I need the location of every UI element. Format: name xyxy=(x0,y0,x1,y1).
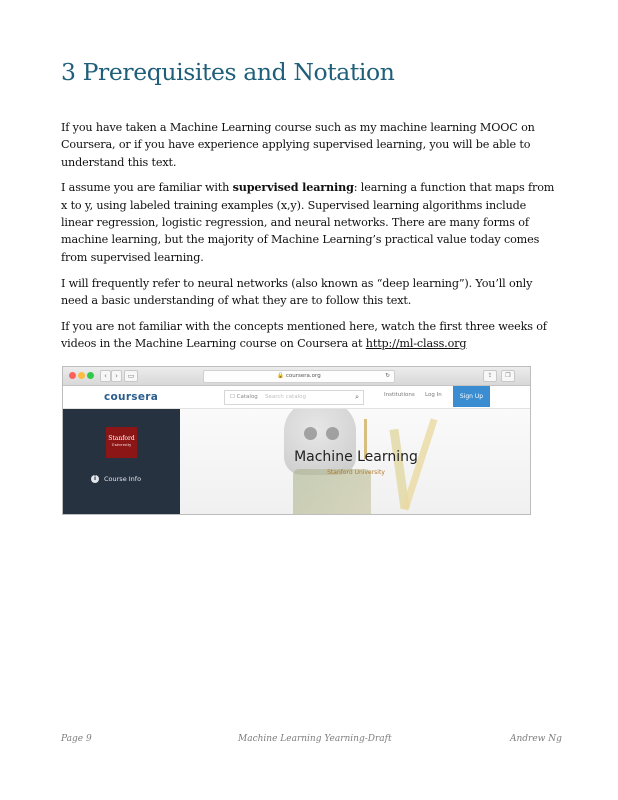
robot-illustration xyxy=(284,409,356,475)
close-window-icon[interactable] xyxy=(69,372,76,379)
course-info-item[interactable] xyxy=(91,475,141,483)
maximize-window-icon[interactable] xyxy=(87,372,94,379)
coursera-header xyxy=(63,386,530,409)
document-title: Machine Learning Yearning-Draft xyxy=(238,734,392,744)
page-number: Page 9 xyxy=(61,734,92,744)
paragraph-4-text: If you are not familiar with the concepts mentioned here, watch the first three weeks of videos in the Machine Learning course on Coursera at xyxy=(61,319,547,351)
stanford-logo-sub: University xyxy=(111,443,132,447)
stanford-logo xyxy=(106,427,137,458)
ml-class-link[interactable]: http://ml-class.org xyxy=(365,337,467,351)
section-heading: 3 Prerequisites and Notation xyxy=(61,58,395,86)
search-placeholder: Search catalog xyxy=(265,394,306,400)
paragraph-2-rest: : learning a function that maps from x to y, using labeled training examples (x,y). Supervised learning algorithms include linear regression, logistic regression, and neural networks. There are many forms of machine learning, but the majority of Machine Learning’s practical value today comes from supervised learning. xyxy=(61,181,555,264)
paragraph-1: If you have taken a Machine Learning course such as my machine learning MOOC on Coursera, or if you have experience applying supervised learning, you will be able to understand this text. xyxy=(61,121,535,169)
minimize-window-icon[interactable] xyxy=(78,372,85,379)
reload-icon[interactable]: ↻ xyxy=(385,373,390,379)
institutions-link[interactable]: Institutions xyxy=(384,392,415,398)
signup-button[interactable]: Sign Up xyxy=(453,386,490,407)
info-icon: i xyxy=(91,475,99,483)
term-supervised-learning: supervised learning xyxy=(232,180,354,195)
back-icon[interactable]: ‹ xyxy=(100,370,111,382)
browser-titlebar xyxy=(63,367,530,386)
share-icon[interactable]: ⇪ xyxy=(483,370,497,382)
paragraph-3: I will frequently refer to neural networks (also known as “deep learning”). You’ll only need a basic understanding of what they are to follow this text. xyxy=(61,276,533,307)
coursera-screenshot xyxy=(62,366,531,515)
course-title: Machine Learning xyxy=(294,449,418,465)
login-link[interactable]: Log In xyxy=(425,392,442,398)
body-text xyxy=(61,119,559,361)
course-hero-banner xyxy=(180,409,531,515)
forward-icon[interactable]: › xyxy=(111,370,122,382)
course-info-label: Course Info xyxy=(104,475,142,483)
course-sidebar xyxy=(63,409,180,515)
coursera-logo[interactable]: coursera xyxy=(104,391,159,403)
address-text: 🔒 coursera.org xyxy=(277,373,321,379)
paragraph-4 xyxy=(61,318,559,353)
tabs-icon[interactable]: ❐ xyxy=(501,370,515,382)
paragraph-2-intro: I assume you are familiar with xyxy=(61,181,233,195)
stanford-logo-name: Stanford xyxy=(108,435,135,442)
sidebar-toggle-icon[interactable]: ▭ xyxy=(124,370,138,382)
course-university: Stanford University xyxy=(327,469,385,476)
search-icon[interactable]: ⌕ xyxy=(355,393,359,401)
robot-eye-left xyxy=(304,427,317,440)
catalog-dropdown[interactable]: ☐ Catalog xyxy=(230,394,258,400)
robot-eye-right xyxy=(326,427,339,440)
address-bar[interactable] xyxy=(203,370,395,383)
paragraph-2 xyxy=(61,179,559,265)
catalog-search[interactable] xyxy=(224,390,364,405)
author-name: Andrew Ng xyxy=(510,734,562,744)
